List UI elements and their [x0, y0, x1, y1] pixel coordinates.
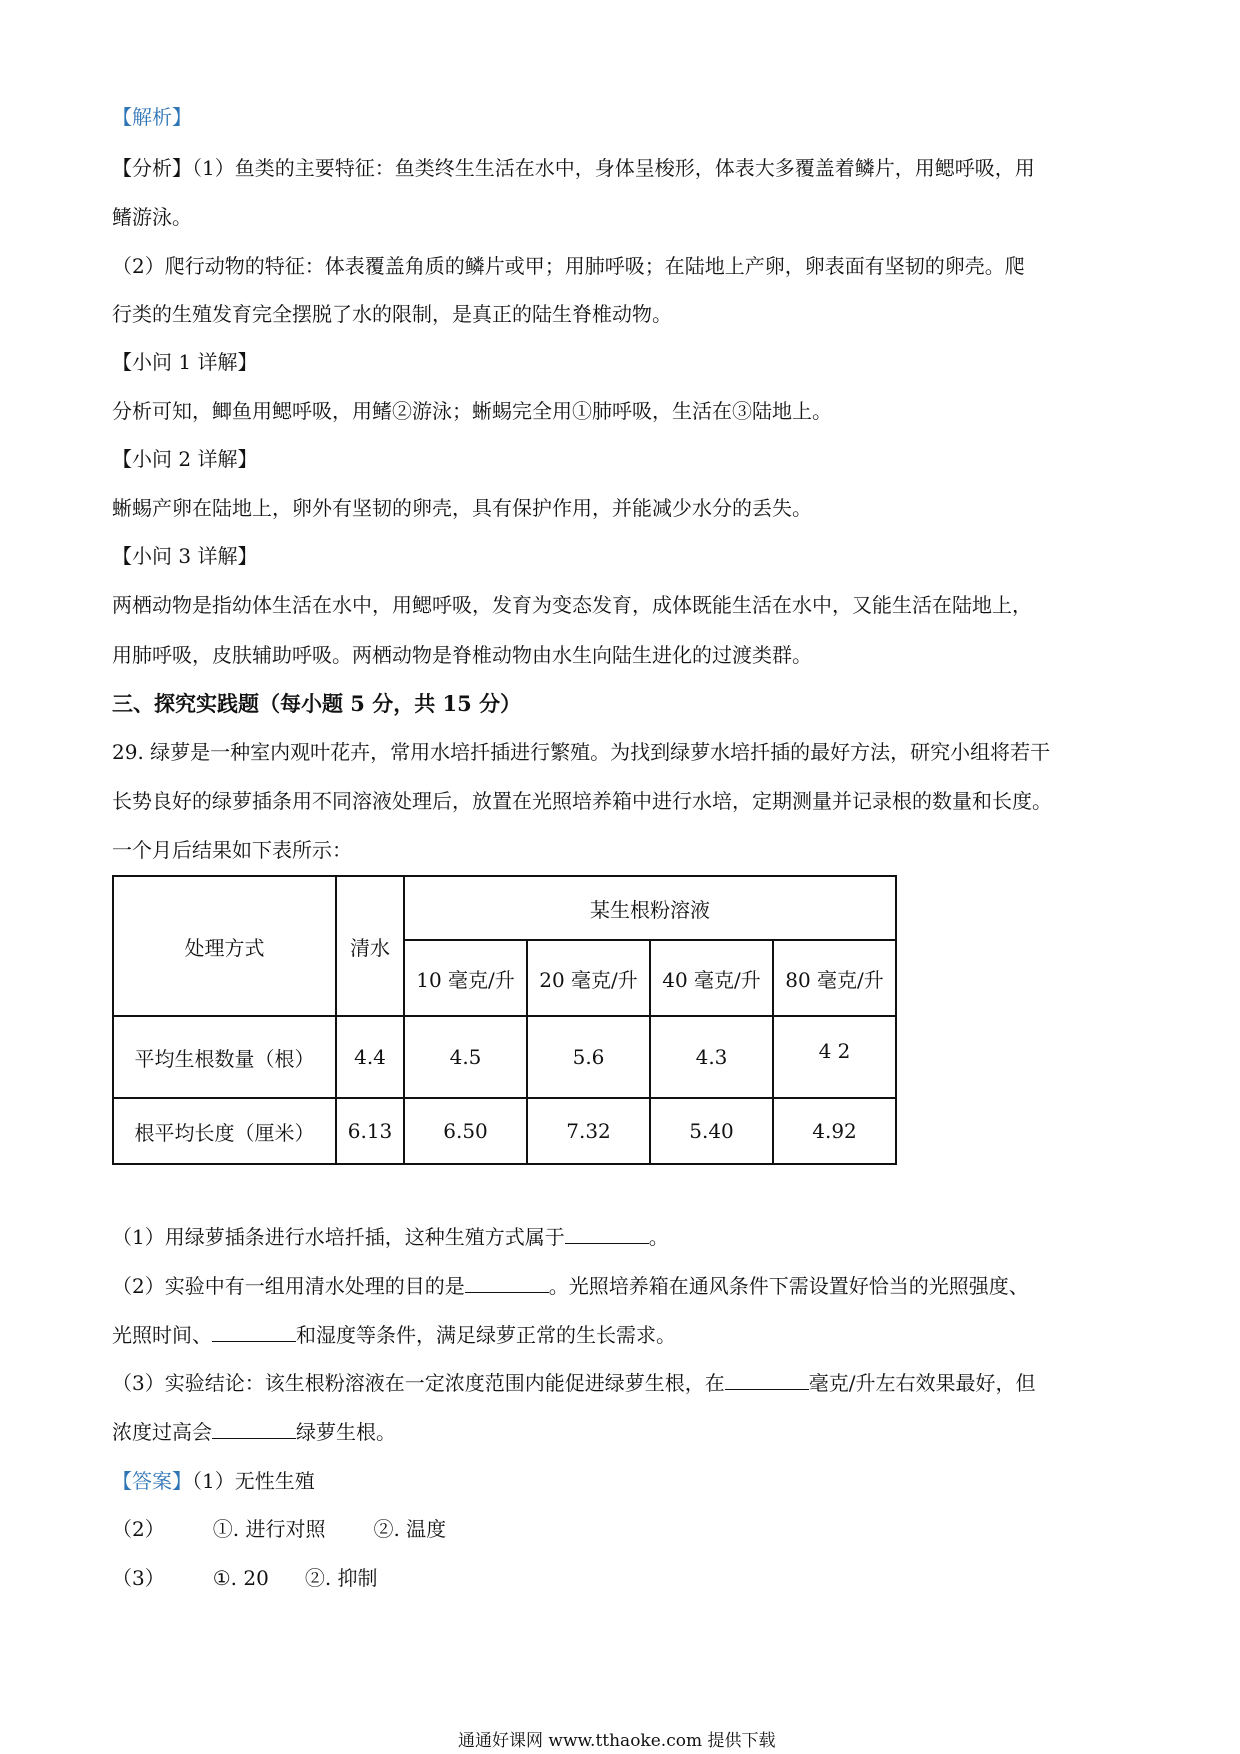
subquestion-2: [112, 1273, 1029, 1299]
subquestion-3-cont: [112, 1419, 396, 1445]
answer-num: （3）: [112, 1566, 165, 1590]
cell: 6.13: [336, 1098, 404, 1164]
text: （3）实验结论：该生根粉溶液在一定浓度范围内能促进绿萝生根，在: [112, 1371, 725, 1395]
answer-num: （2）: [112, 1517, 165, 1541]
row-label: 平均生根数量（根）: [113, 1016, 336, 1098]
analysis-label: 【解析】: [112, 105, 192, 129]
answer-blank: [212, 1323, 296, 1342]
explanation-line: 蜥蜴产卵在陆地上，卵外有坚韧的卵壳，具有保护作用，并能减少水分的丢失。: [112, 496, 812, 520]
cell: 4.92: [773, 1098, 896, 1164]
answer-text: （1）无性生殖: [192, 1469, 315, 1493]
question-line: 长势良好的绿萝插条用不同溶液处理后，放置在光照培养箱中进行水培，定期测量并记录根的数量和长度。: [112, 789, 1052, 813]
subquestion-1: [112, 1224, 669, 1250]
explanation-line: 用肺呼吸，皮肤辅助呼吸。两栖动物是脊椎动物由水生向陆生进化的过渡类群。: [112, 643, 812, 667]
text: 绿萝生根。: [296, 1420, 396, 1444]
footer-text: 通通好课网 www.tthaoke.com 提供下载: [458, 1731, 776, 1751]
question-line: 29. 绿萝是一种室内观叶花卉，常用水培扦插进行繁殖。为找到绿萝水培扦插的最好方法，研究小组将若干: [112, 740, 1051, 764]
answer-line-1: [112, 1468, 315, 1494]
cell: 5.40: [650, 1098, 773, 1164]
cell: 5.6: [527, 1016, 650, 1098]
analysis-line: 行类的生殖发育完全摆脱了水的限制，是真正的陆生脊椎动物。: [112, 302, 672, 326]
header-conc: 20 毫克/升: [527, 940, 650, 1016]
answer-blank: [725, 1371, 809, 1390]
text: 浓度过高会: [112, 1420, 212, 1444]
text: （2）实验中有一组用清水处理的目的是: [112, 1274, 465, 1298]
analysis-line: （2）爬行动物的特征：体表覆盖角质的鳞片或甲；用肺呼吸；在陆地上产卵，卵表面有坚韧的卵壳。爬: [112, 254, 1025, 278]
cell: 4.4: [336, 1016, 404, 1098]
answer-text: ②. 抑制: [304, 1566, 378, 1590]
answer-blank: [565, 1225, 649, 1244]
answer-line-3: [112, 1565, 378, 1591]
header-water: 清水: [336, 876, 404, 1016]
cell: 4.3: [650, 1016, 773, 1098]
cell: 4 2: [773, 1016, 896, 1098]
subquestion-heading: 【小问 1 详解】: [112, 350, 258, 374]
subquestion-2-cont: [112, 1322, 676, 1348]
answer-line-2: [112, 1516, 446, 1542]
answer-text: ②. 温度: [373, 1517, 447, 1541]
cell: 6.50: [404, 1098, 527, 1164]
section-heading: 三、探究实践题（每小题 5 分，共 15 分）: [112, 691, 522, 716]
subquestion-heading: 【小问 3 详解】: [112, 544, 258, 568]
text: （1）用绿萝插条进行水培扦插，这种生殖方式属于: [112, 1225, 565, 1249]
answer-blank: [212, 1420, 296, 1439]
header-method: 处理方式: [113, 876, 336, 1016]
text: 。光照培养箱在通风条件下需设置好恰当的光照强度、: [548, 1274, 1029, 1298]
results-table: [112, 875, 897, 1165]
explanation-line: 两栖动物是指幼体生活在水中，用鳃呼吸，发育为变态发育，成体既能生活在水中，又能生活在陆地上，: [112, 593, 1032, 617]
question-line: 一个月后结果如下表所示：: [112, 838, 352, 862]
header-conc: 40 毫克/升: [650, 940, 773, 1016]
cell: 7.32: [527, 1098, 650, 1164]
table-row: [113, 1098, 896, 1164]
table-row: [113, 1016, 896, 1098]
subquestion-3: [112, 1370, 1035, 1396]
subquestion-heading: 【小问 2 详解】: [112, 447, 258, 471]
answer-text: ①. 进行对照: [212, 1517, 326, 1541]
header-conc: 10 毫克/升: [404, 940, 527, 1016]
header-solution: 某生根粉溶液: [404, 876, 896, 940]
answer-blank: [465, 1274, 549, 1293]
answer-label: 【答案】: [112, 1469, 192, 1493]
text: 光照时间、: [112, 1323, 212, 1347]
text: 和湿度等条件，满足绿萝正常的生长需求。: [296, 1323, 676, 1347]
text: 毫克/升左右效果最好，但: [808, 1371, 1036, 1395]
cell: 4.5: [404, 1016, 527, 1098]
text: 。: [648, 1225, 669, 1249]
answer-text: ①. 20: [212, 1566, 269, 1590]
row-label: 根平均长度（厘米）: [113, 1098, 336, 1164]
analysis-line: 鳍游泳。: [112, 205, 192, 229]
header-conc: 80 毫克/升: [773, 940, 896, 1016]
explanation-line: 分析可知，鲫鱼用鳃呼吸，用鳍②游泳；蜥蜴完全用①肺呼吸，生活在③陆地上。: [112, 399, 832, 423]
analysis-line: 【分析】（1）鱼类的主要特征：鱼类终生生活在水中，身体呈梭形，体表大多覆盖着鳞片，用鳃呼吸，用: [112, 156, 1035, 180]
